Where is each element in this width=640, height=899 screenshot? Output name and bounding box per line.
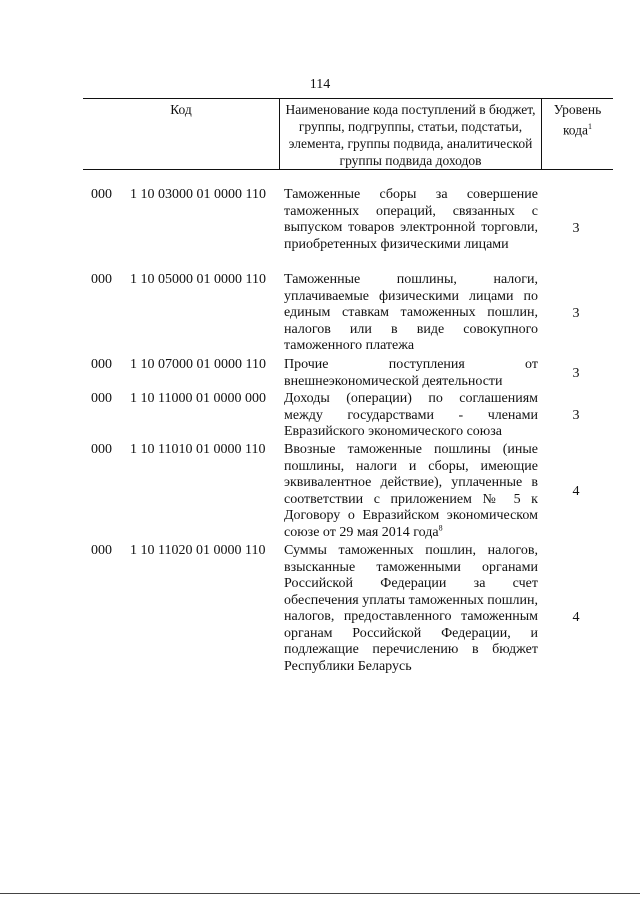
- page-number: 114: [309, 77, 331, 92]
- table-body: [0, 187, 640, 694]
- row-admin-code: 000: [91, 391, 112, 406]
- row-income-code: 1 10 11010 01 0000 110: [130, 442, 266, 457]
- table-row: [0, 391, 640, 441]
- row-income-code: 1 10 07000 01 0000 110: [130, 357, 266, 372]
- row-income-code: 1 10 03000 01 0000 110: [130, 187, 266, 202]
- bottom-rule: [0, 893, 640, 894]
- table-header: [83, 98, 613, 170]
- table-row: [0, 543, 640, 693]
- row-level: 3: [572, 305, 580, 321]
- table-row: [0, 272, 640, 356]
- row-name-text: Ввозные таможенные пошлины (иные пошлины, налоги и сборы, имеющие эквивалентное действие), уплаченные в соответствии с приложением № 5 к Договору о Евразийском экономическом союзе от 29 мая 2014 года: [284, 442, 538, 540]
- row-name-footnote: 8: [438, 522, 443, 532]
- row-income-code: 1 10 11020 01 0000 110: [130, 543, 266, 558]
- table-row: [0, 187, 640, 271]
- table-row: [0, 357, 640, 390]
- row-income-code: 1 10 11000 01 0000 000: [130, 391, 266, 406]
- row-name: Таможенные сборы за совершение таможенных операций, связанных с выпуском товаров электронной торговли, приобретенных физическими лицами: [284, 187, 538, 252]
- row-name: Таможенные пошлины, налоги, уплачиваемые физическими лицами по единым ставкам таможенных пошлин, налогов или в виде совокупного таможенного платежа: [284, 272, 538, 353]
- header-name: Наименование кода поступлений в бюджет, группы, подгруппы, статьи, подстатьи, элемента, группы подвида, аналитической группы подвида доходов: [280, 99, 542, 169]
- row-admin-code: 000: [91, 272, 112, 287]
- row-name: Доходы (операции) по соглашениям между государствами - членами Евразийского экономического союза: [284, 391, 538, 439]
- row-admin-code: 000: [91, 442, 112, 457]
- row-level: 4: [572, 609, 580, 625]
- row-name: Суммы таможенных пошлин, налогов, взысканные таможенными органами Российской Федерации за счет обеспечения уплаты таможенных пошлин, налогов, предоставленного таможенным органам Российской Федерации, и подлежащие перечислению в бюджет Республики Беларусь: [284, 543, 538, 674]
- header-code: Код: [83, 99, 280, 169]
- header-level-footnote: 1: [588, 122, 593, 131]
- row-level: 3: [572, 365, 580, 381]
- header-level: [542, 99, 613, 169]
- row-level: 4: [572, 483, 580, 499]
- row-admin-code: 000: [91, 357, 112, 372]
- row-name: Прочие поступления от внешнеэкономической деятельности: [284, 357, 538, 389]
- row-admin-code: 000: [91, 543, 112, 558]
- row-level: 3: [572, 407, 580, 423]
- row-level: 3: [572, 220, 580, 236]
- row-income-code: 1 10 05000 01 0000 110: [130, 272, 266, 287]
- row-name: [284, 442, 538, 542]
- header-level-label: Уровень кода: [553, 102, 602, 138]
- table-row: [0, 442, 640, 542]
- row-admin-code: 000: [91, 187, 112, 202]
